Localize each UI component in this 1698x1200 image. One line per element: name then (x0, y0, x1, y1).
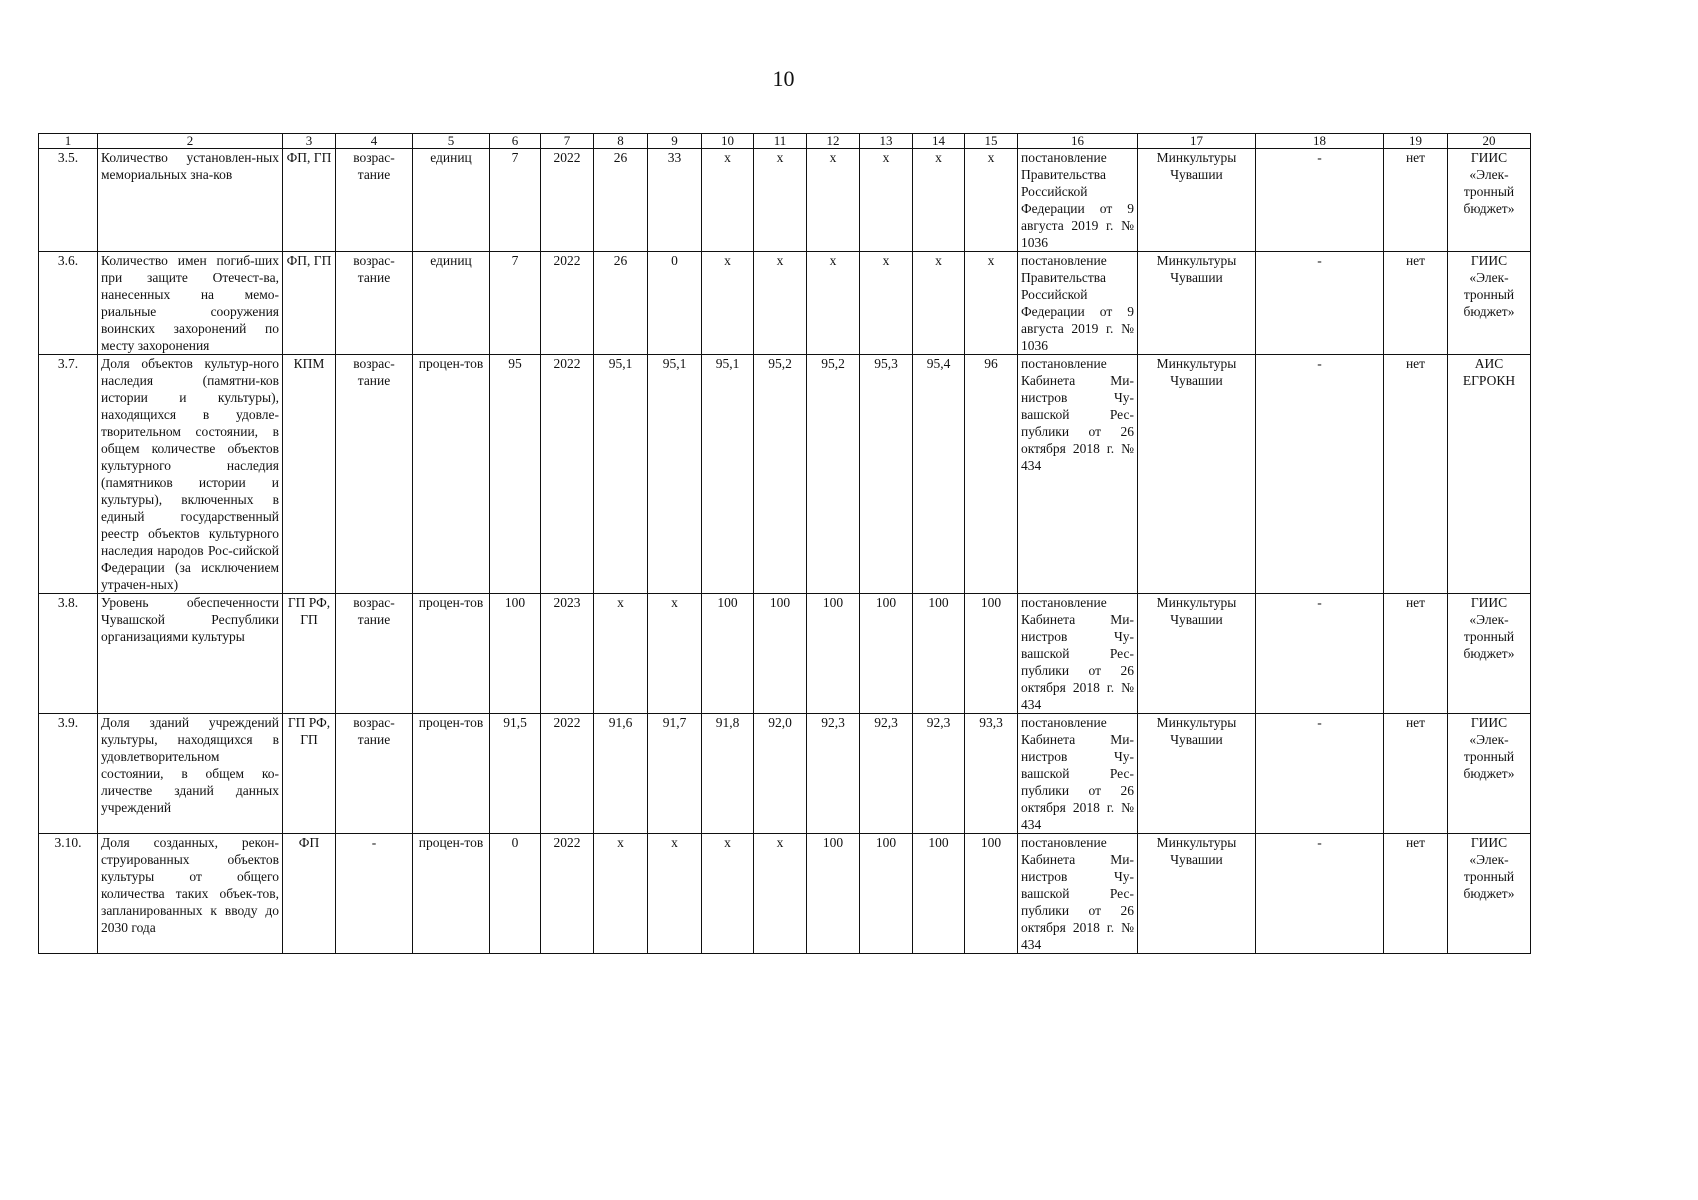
indicator-type-cell: ФП, ГП (283, 149, 336, 252)
col19-cell: нет (1384, 714, 1448, 834)
table-row (39, 355, 1531, 594)
header-cell: 14 (913, 134, 965, 149)
value-cell: 95,2 (807, 355, 860, 594)
value-cell: 95,1 (648, 355, 702, 594)
responsible-cell: Минкультуры Чувашии (1138, 355, 1256, 594)
value-cell: 91,6 (594, 714, 648, 834)
base-value-cell: 7 (490, 252, 541, 355)
base-year-cell: 2022 (541, 149, 594, 252)
base-year-cell: 2022 (541, 714, 594, 834)
indicator-name-cell: Количество установлен-ных мемориальных зна-ков (98, 149, 283, 252)
value-cell: 100 (965, 594, 1018, 714)
col18-cell: - (1256, 714, 1384, 834)
value-cell: х (594, 834, 648, 954)
value-cell: 100 (965, 834, 1018, 954)
indicator-type-cell: ФП (283, 834, 336, 954)
table-row (39, 594, 1531, 714)
value-cell: х (965, 149, 1018, 252)
value-cell: х (860, 149, 913, 252)
col19-cell: нет (1384, 252, 1448, 355)
direction-cell: возрас-тание (336, 355, 413, 594)
direction-cell: возрас-тание (336, 252, 413, 355)
base-value-cell: 100 (490, 594, 541, 714)
base-value-cell: 7 (490, 149, 541, 252)
unit-cell: единиц (413, 252, 490, 355)
header-cell: 12 (807, 134, 860, 149)
value-cell: 26 (594, 149, 648, 252)
unit-cell: процен-тов (413, 834, 490, 954)
value-cell: 91,8 (702, 714, 754, 834)
info-system-cell: ГИИС «Элек-тронный бюджет» (1448, 714, 1531, 834)
value-cell: 100 (860, 834, 913, 954)
value-cell: 100 (807, 594, 860, 714)
header-cell: 15 (965, 134, 1018, 149)
document-cell: постановление Кабинета Ми-нистров Чу-вашской Рес-публики от 26 октября 2018 г. № 434 (1018, 594, 1138, 714)
header-cell: 1 (39, 134, 98, 149)
direction-cell: возрас-тание (336, 714, 413, 834)
page-number: 10 (772, 66, 795, 91)
value-cell: 95,1 (594, 355, 648, 594)
col18-cell: - (1256, 252, 1384, 355)
header-cell: 11 (754, 134, 807, 149)
header-row (39, 134, 1531, 149)
indicator-number-cell: 3.6. (39, 252, 98, 355)
header-cell: 8 (594, 134, 648, 149)
table-row (39, 834, 1531, 954)
base-year-cell: 2022 (541, 355, 594, 594)
header-cell: 3 (283, 134, 336, 149)
document-cell: постановление Кабинета Ми-нистров Чу-вашской Рес-публики от 26 октября 2018 г. № 434 (1018, 355, 1138, 594)
indicator-name-cell: Доля объектов культур-ного наследия (памятни-ков истории и культуры), находящихся в удовле-творительном состоянии, в общем количестве объектов культурного наследия (памятников истории и культуры), включенных в единый государственный реестр объектов культурного наследия народов Рос-сийской Федерации (за исключением утрачен-ных) (98, 355, 283, 594)
header-cell: 17 (1138, 134, 1256, 149)
value-cell: 92,3 (807, 714, 860, 834)
col19-cell: нет (1384, 355, 1448, 594)
responsible-cell: Минкультуры Чувашии (1138, 834, 1256, 954)
value-cell: 100 (913, 594, 965, 714)
value-cell: 0 (648, 252, 702, 355)
document-cell: постановление Правительства Российской Федерации от 9 августа 2019 г. № 1036 (1018, 149, 1138, 252)
value-cell: 100 (807, 834, 860, 954)
header-cell: 4 (336, 134, 413, 149)
header-cell: 16 (1018, 134, 1138, 149)
header-cell: 5 (413, 134, 490, 149)
indicator-type-cell: КПМ (283, 355, 336, 594)
responsible-cell: Минкультуры Чувашии (1138, 594, 1256, 714)
info-system-cell: ГИИС «Элек-тронный бюджет» (1448, 834, 1531, 954)
value-cell: х (913, 149, 965, 252)
value-cell: 100 (754, 594, 807, 714)
value-cell: 26 (594, 252, 648, 355)
indicator-name-cell: Уровень обеспеченности Чувашской Республики организациями культуры (98, 594, 283, 714)
info-system-cell: АИС ЕГРОКН (1448, 355, 1531, 594)
value-cell: 92,3 (913, 714, 965, 834)
value-cell: х (594, 594, 648, 714)
document-cell: постановление Кабинета Ми-нистров Чу-вашской Рес-публики от 26 октября 2018 г. № 434 (1018, 834, 1138, 954)
col18-cell: - (1256, 355, 1384, 594)
col18-cell: - (1256, 834, 1384, 954)
base-year-cell: 2022 (541, 834, 594, 954)
header-cell: 20 (1448, 134, 1531, 149)
col19-cell: нет (1384, 594, 1448, 714)
document-cell: постановление Кабинета Ми-нистров Чу-вашской Рес-публики от 26 октября 2018 г. № 434 (1018, 714, 1138, 834)
indicator-number-cell: 3.8. (39, 594, 98, 714)
responsible-cell: Минкультуры Чувашии (1138, 252, 1256, 355)
table-row (39, 714, 1531, 834)
indicators-table (38, 133, 1531, 954)
indicator-name-cell: Количество имен погиб-ших при защите Отечест-ва, нанесенных на мемо-риальные сооружения воинских захоронений по месту захоронения (98, 252, 283, 355)
indicator-number-cell: 3.9. (39, 714, 98, 834)
info-system-cell: ГИИС «Элек-тронный бюджет» (1448, 149, 1531, 252)
value-cell: 95,2 (754, 355, 807, 594)
value-cell: х (754, 834, 807, 954)
indicator-type-cell: ГП РФ, ГП (283, 594, 336, 714)
unit-cell: процен-тов (413, 594, 490, 714)
indicator-name-cell: Доля созданных, рекон-струированных объектов культуры от общего количества таких объек-тов, запланированных к вводу до 2030 года (98, 834, 283, 954)
direction-cell: возрас-тание (336, 149, 413, 252)
value-cell: 92,3 (860, 714, 913, 834)
header-cell: 13 (860, 134, 913, 149)
base-year-cell: 2023 (541, 594, 594, 714)
value-cell: х (702, 834, 754, 954)
header-cell: 18 (1256, 134, 1384, 149)
value-cell: х (648, 594, 702, 714)
value-cell: х (860, 252, 913, 355)
base-value-cell: 95 (490, 355, 541, 594)
indicator-number-cell: 3.5. (39, 149, 98, 252)
value-cell: 93,3 (965, 714, 1018, 834)
col19-cell: нет (1384, 834, 1448, 954)
value-cell: х (913, 252, 965, 355)
header-cell: 9 (648, 134, 702, 149)
value-cell: х (807, 252, 860, 355)
responsible-cell: Минкультуры Чувашии (1138, 714, 1256, 834)
value-cell: 33 (648, 149, 702, 252)
value-cell: х (702, 252, 754, 355)
value-cell: 95,3 (860, 355, 913, 594)
header-cell: 6 (490, 134, 541, 149)
table-row (39, 252, 1531, 355)
value-cell: 96 (965, 355, 1018, 594)
unit-cell: процен-тов (413, 714, 490, 834)
indicator-number-cell: 3.10. (39, 834, 98, 954)
col18-cell: - (1256, 594, 1384, 714)
base-value-cell: 0 (490, 834, 541, 954)
value-cell: 91,7 (648, 714, 702, 834)
responsible-cell: Минкультуры Чувашии (1138, 149, 1256, 252)
value-cell: х (807, 149, 860, 252)
base-value-cell: 91,5 (490, 714, 541, 834)
indicator-number-cell: 3.7. (39, 355, 98, 594)
col18-cell: - (1256, 149, 1384, 252)
header-cell: 19 (1384, 134, 1448, 149)
value-cell: х (702, 149, 754, 252)
unit-cell: единиц (413, 149, 490, 252)
indicator-type-cell: ГП РФ, ГП (283, 714, 336, 834)
value-cell: 95,4 (913, 355, 965, 594)
header-cell: 2 (98, 134, 283, 149)
table-row (39, 149, 1531, 252)
info-system-cell: ГИИС «Элек-тронный бюджет» (1448, 594, 1531, 714)
value-cell: х (754, 149, 807, 252)
value-cell: х (965, 252, 1018, 355)
value-cell: х (754, 252, 807, 355)
value-cell: 100 (702, 594, 754, 714)
document-cell: постановление Правительства Российской Федерации от 9 августа 2019 г. № 1036 (1018, 252, 1138, 355)
header-cell: 7 (541, 134, 594, 149)
indicator-name-cell: Доля зданий учреждений культуры, находящихся в удовлетворительном состоянии, в общем ко-личестве зданий данных учреждений (98, 714, 283, 834)
value-cell: 100 (913, 834, 965, 954)
header-cell: 10 (702, 134, 754, 149)
base-year-cell: 2022 (541, 252, 594, 355)
value-cell: 92,0 (754, 714, 807, 834)
col19-cell: нет (1384, 149, 1448, 252)
value-cell: х (648, 834, 702, 954)
value-cell: 95,1 (702, 355, 754, 594)
direction-cell: - (336, 834, 413, 954)
direction-cell: возрас-тание (336, 594, 413, 714)
unit-cell: процен-тов (413, 355, 490, 594)
value-cell: 100 (860, 594, 913, 714)
indicator-type-cell: ФП, ГП (283, 252, 336, 355)
info-system-cell: ГИИС «Элек-тронный бюджет» (1448, 252, 1531, 355)
